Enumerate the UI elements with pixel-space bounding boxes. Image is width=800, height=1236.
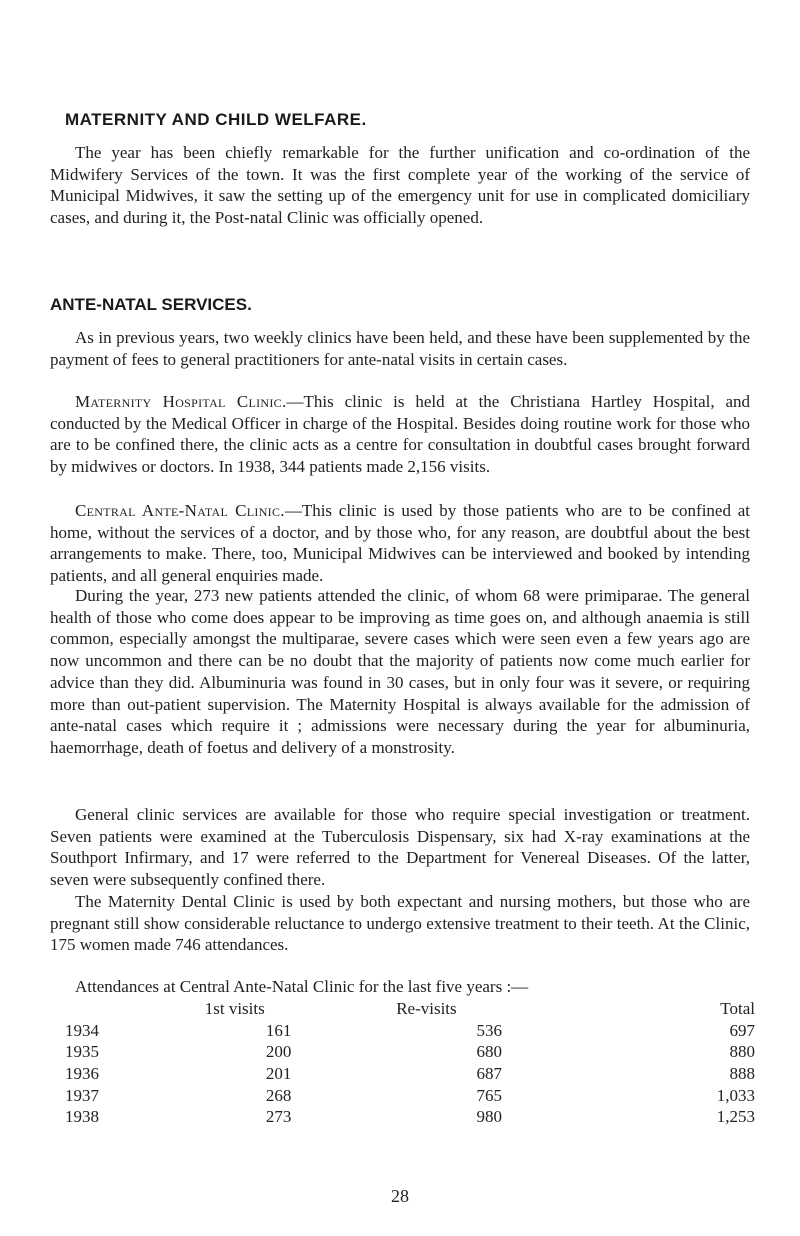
table-caption: Attendances at Central Ante-Natal Clinic for the last five years :— [75, 977, 529, 996]
section-heading-ante-natal: ANTE-NATAL SERVICES. [50, 295, 252, 314]
row-total: 888 [729, 1063, 755, 1083]
table-row [65, 1041, 755, 1063]
row-re-visits: 687 [476, 1063, 502, 1083]
row-re-visits: 980 [476, 1107, 502, 1127]
table-row [65, 1063, 755, 1085]
attendance-table [65, 998, 755, 1128]
central-clinic-lead: Central Ante-Natal Clinic. [75, 501, 285, 520]
central-clinic-text: —This clinic is used by those patients who are to be confined at home, without the services of a doctor, and by those who, for any reason, are doubtful about the best arrangements to make. There, too, Municipal Midwives can be interviewed and booked by intending patients, and all general enquiries made. [50, 501, 750, 586]
row-year: 1934 [65, 1020, 99, 1040]
row-total: 880 [729, 1042, 755, 1062]
row-year: 1937 [65, 1085, 99, 1105]
table-row [65, 1085, 755, 1107]
row-first-visits: 161 [265, 1020, 292, 1040]
during-year-paragraph: During the year, 273 new patients attended the clinic, of whom 68 were primiparae. The general health of those who come does appear to be improving as time goes on, and although anaemia is still common, especially amongst the multiparae, severe cases which were seen even a few years ago are now uncommon and there can be no doubt that the majority of patients now come much earlier for advice than they did. Albuminuria was found in 30 cases, but in only four was it severe, or requiring more than out-patient supervision. The Maternity Hospital is always available for the admission of ante-natal cases which require it ; admissions were necessary during the year for albuminuria, haemorrhage, death of foetus and delivery of a monstrosity. [50, 586, 750, 757]
row-first-visits: 273 [265, 1107, 292, 1127]
row-first-visits: 268 [265, 1085, 292, 1105]
row-total: 697 [729, 1020, 755, 1040]
table-header-row [65, 998, 755, 1020]
previous-years-paragraph: As in previous years, two weekly clinics have been held, and these have been supplemented by the payment of fees to general practitioners for ante-natal visits in certain cases. [50, 328, 750, 369]
maternity-hospital-paragraph [50, 391, 750, 478]
table-row [65, 1106, 755, 1128]
header-total: Total [720, 998, 755, 1018]
table-row [65, 1020, 755, 1042]
row-year: 1936 [65, 1063, 99, 1083]
intro-paragraph: The year has been chiefly remarkable for the further unification and co-ordination of the Midwifery Services of the town. It was the first complete year of the working of the service of Municipal Midwives, it saw the setting up of the emergency unit for use in complicated domiciliary cases, and during it, the Post-natal Clinic was officially opened. [50, 143, 750, 228]
maternity-hospital-text: —This clinic is held at the Christiana Hartley Hospital, and conducted by the Medical Officer in charge of the Hospital. Besides doing routine work for those who are to be confined there, the clinic acts as a centre for consultation in doubtful cases brought forward by midwives or doctors. In 1938, 344 patients made 2,156 visits. [50, 392, 750, 477]
row-re-visits: 680 [476, 1042, 502, 1062]
page-title: MATERNITY AND CHILD WELFARE. [65, 110, 367, 129]
row-re-visits: 536 [476, 1020, 502, 1040]
page-number: 28 [391, 1186, 409, 1206]
central-clinic-paragraph [50, 500, 750, 587]
row-year: 1935 [65, 1042, 99, 1062]
dental-clinic-paragraph: The Maternity Dental Clinic is used by both expectant and nursing mothers, but those who are pregnant still show considerable reluctance to undergo extensive treatment to their teeth. At the Clinic, 175 women made 746 attendances. [50, 892, 750, 955]
row-total: 1,253 [716, 1107, 755, 1127]
row-first-visits: 201 [265, 1063, 292, 1083]
general-clinic-paragraph: General clinic services are available for those who require special investigation or treatment. Seven patients were examined at the Tuberculosis Dispensary, six had X-ray examinations at the Southport Infirmary, and 17 were referred to the Department for Venereal Diseases. Of the latter, seven were subsequently confined there. [50, 805, 750, 890]
row-year: 1938 [65, 1107, 99, 1127]
row-re-visits: 765 [476, 1085, 502, 1105]
row-total: 1,033 [716, 1085, 755, 1105]
row-first-visits: 200 [265, 1042, 292, 1062]
header-re-visits: Re-visits [396, 998, 457, 1018]
header-first-visits: 1st visits [204, 998, 265, 1018]
maternity-hospital-lead: Maternity Hospital Clinic. [75, 392, 287, 411]
